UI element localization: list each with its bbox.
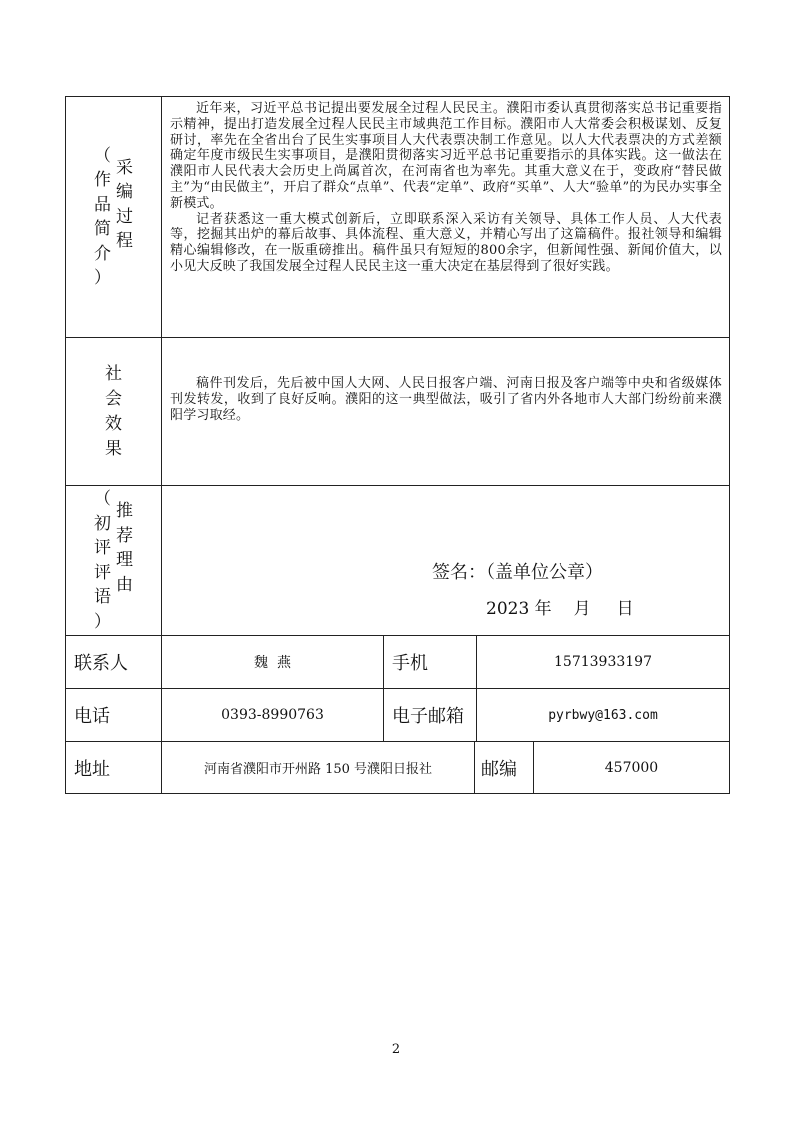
phone-value: 0393-8990763 (221, 707, 324, 723)
recommendation-label-col1: （ 初 评 评 语 ） (94, 489, 111, 632)
email-value: pyrbwy@163.com (548, 707, 658, 723)
contact-person-label: 联系人 (74, 653, 128, 674)
table-border-bottom (65, 793, 730, 794)
recommendation-label-col2: 推 荐 理 由 (116, 501, 133, 595)
date-year: 2023 年 (486, 599, 552, 619)
social-effect-text: 稿件刊发后，先后被中国人大网、人民日报客户端、河南日报及客户端等中央和省级媒体刊发转发，收到了良好反响。濮阳的这一典型做法，吸引了省内外各地市人大部门纷纷前来濮阳学习取经。 (170, 376, 722, 423)
table-divider (65, 337, 730, 338)
table-border-top (65, 96, 730, 97)
table-border-right (729, 96, 730, 794)
recommendation-label (66, 486, 161, 635)
signature-line: 签名：（盖单位公章） (432, 562, 603, 583)
works-intro-text (170, 101, 722, 275)
date-month: 月 (573, 599, 591, 619)
mobile-label: 手机 (392, 653, 428, 674)
postcode-label: 邮编 (481, 758, 517, 780)
mobile-value: 15713933197 (554, 654, 652, 670)
address-label: 地址 (74, 758, 110, 780)
page-number: 2 (391, 1042, 401, 1057)
works-intro-label (66, 97, 161, 337)
works-intro-label-col2: 采 编 过 程 (116, 157, 133, 251)
social-effect-label: 社 会 效 果 (105, 363, 122, 459)
postcode-value: 457000 (604, 759, 659, 776)
works-intro-label-col1: （ 作 品 简 介 ） (94, 145, 111, 288)
phone-label: 电话 (74, 706, 110, 727)
works-intro-paragraph: 近年来，习近平总书记提出要发展全过程人民民主。濮阳市委认真贯彻落实总书记重要指示精神，提出打造发展全过程人民民主市域典范工作目标。濮阳市人大常委会积极谋划、反复研讨，率先在全省出台了民生实事项目人大代表票决制工作意见。以人大代表票决的方式差额确定年度市级民生实事项目，是濮阳贯彻落实习近平总书记重要指示的具体实践。这一做法在濮阳市人民代表大会历史上尚属首次，在河南省也为率先。其重大意义在于，变政府“替民做主”为“由民做主”，开启了群众“点单”、代表“定单”、政府“买单”、人大“验单”的为民办实事全新模式。 (170, 101, 722, 211)
date-line (486, 594, 634, 619)
address-value: 河南省濮阳市开州路 150 号濮阳日报社 (203, 762, 433, 777)
table-divider (65, 485, 730, 486)
date-day: 日 (616, 599, 634, 619)
works-intro-paragraph: 记者获悉这一重大模式创新后，立即联系深入采访有关领导、具体工作人员、人大代表等，挖掘其出炉的幕后故事、具体流程、重大意义，并精心写出了这篇稿件。报社领导和编辑精心编辑修改，在一版重磅推出。稿件虽只有短短的800余字，但新闻性强、新闻价值大，以小见大反映了我国发展全过程人民民主这一重大决定在基层得到了很好实践。 (170, 211, 722, 274)
email-label: 电子邮箱 (392, 706, 464, 727)
contact-person-value: 魏 燕 (254, 655, 291, 671)
